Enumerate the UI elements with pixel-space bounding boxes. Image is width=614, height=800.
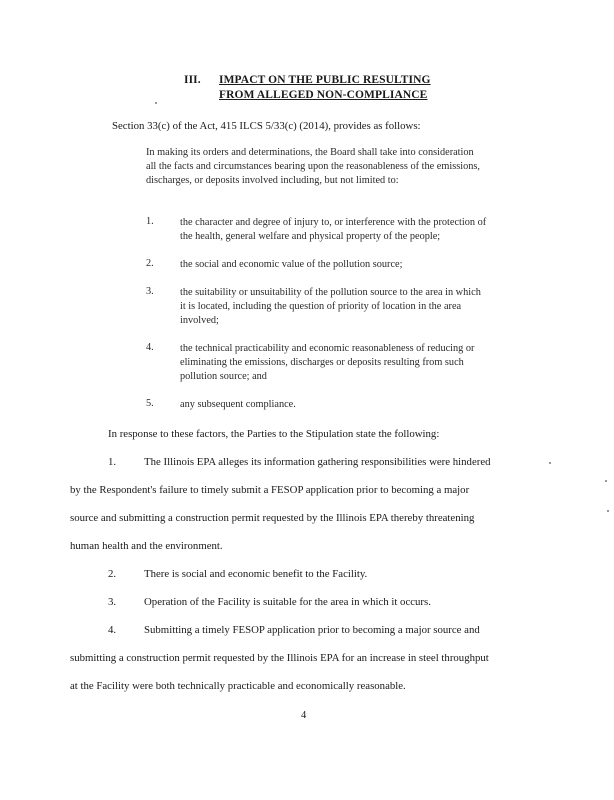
quote-line: discharges, or deposits involved including, but not limited to: [146,175,399,186]
response-line: human health and the environment. [70,540,223,552]
quote-line: all the facts and circumstances bearing upon the reasonableness of the emissions, [146,161,480,172]
response-intro: In response to these factors, the Parties to the Stipulation state the following: [108,428,440,440]
block-quote [146,146,480,188]
response-line: by the Respondent's failure to timely submit a FESOP application prior to becoming a major [70,484,470,496]
factor-line: the social and economic value of the pollution source; [180,259,403,270]
factor-line: pollution source; and [180,371,267,382]
section-heading [184,74,444,104]
response-line: at the Facility were both technically practicable and economically reasonable. [70,680,406,692]
factor-line: the technical practicability and economic reasonableness of reducing or [180,343,475,354]
scan-speck [549,462,551,464]
response-number: 1. [108,456,117,468]
section-number: III. [184,74,201,86]
factor-item [180,286,481,328]
factor-line: it is located, including the question of priority of location in the area [180,301,462,312]
response-number: 4. [108,624,117,636]
factor-item [180,398,296,412]
section-title-line1: IMPACT ON THE PUBLIC RESULTING [219,74,431,86]
response-number: 2. [108,568,117,580]
response-first-line: Submitting a timely FESOP application prior to becoming a major source and [144,624,480,636]
factor-number: 2. [146,258,154,269]
factor-line: any subsequent compliance. [180,399,296,410]
quote-line: In making its orders and determinations, the Board shall take into consideration [146,147,474,158]
intro-paragraph: Section 33(c) of the Act, 415 ILCS 5/33(c) (2014), provides as follows: [112,120,421,132]
response-first-line: The Illinois EPA alleges its information gathering responsibilities were hindered [144,456,491,468]
factor-number: 3. [146,286,154,297]
response-line: submitting a construction permit requested by the Illinois EPA for an increase in steel throughput [70,652,489,664]
factor-item [180,216,486,244]
factor-item [180,258,402,272]
factor-line: the character and degree of injury to, or interference with the protection of [180,217,487,228]
factor-line: the suitability or unsuitability of the pollution source to the area in which [180,287,481,298]
page-number: 4 [301,710,307,721]
factor-line: involved; [180,315,219,326]
section-title-line2: FROM ALLEGED NON-COMPLIANCE [219,89,428,101]
response-first-line: There is social and economic benefit to the Facility. [144,568,368,580]
response-number: 3. [108,596,117,608]
scan-speck [605,480,607,482]
scan-speck [607,510,609,512]
response-first-line: Operation of the Facility is suitable for the area in which it occurs. [144,596,431,608]
factor-number: 5. [146,398,154,409]
factor-line: eliminating the emissions, discharges or deposits resulting from such [180,357,464,368]
factor-item [180,342,474,384]
factor-number: 4. [146,342,154,353]
response-line: source and submitting a construction permit requested by the Illinois EPA thereby threatening [70,512,475,524]
factor-line: the health, general welfare and physical property of the people; [180,231,441,242]
scan-speck [155,102,157,104]
factor-number: 1. [146,216,154,227]
